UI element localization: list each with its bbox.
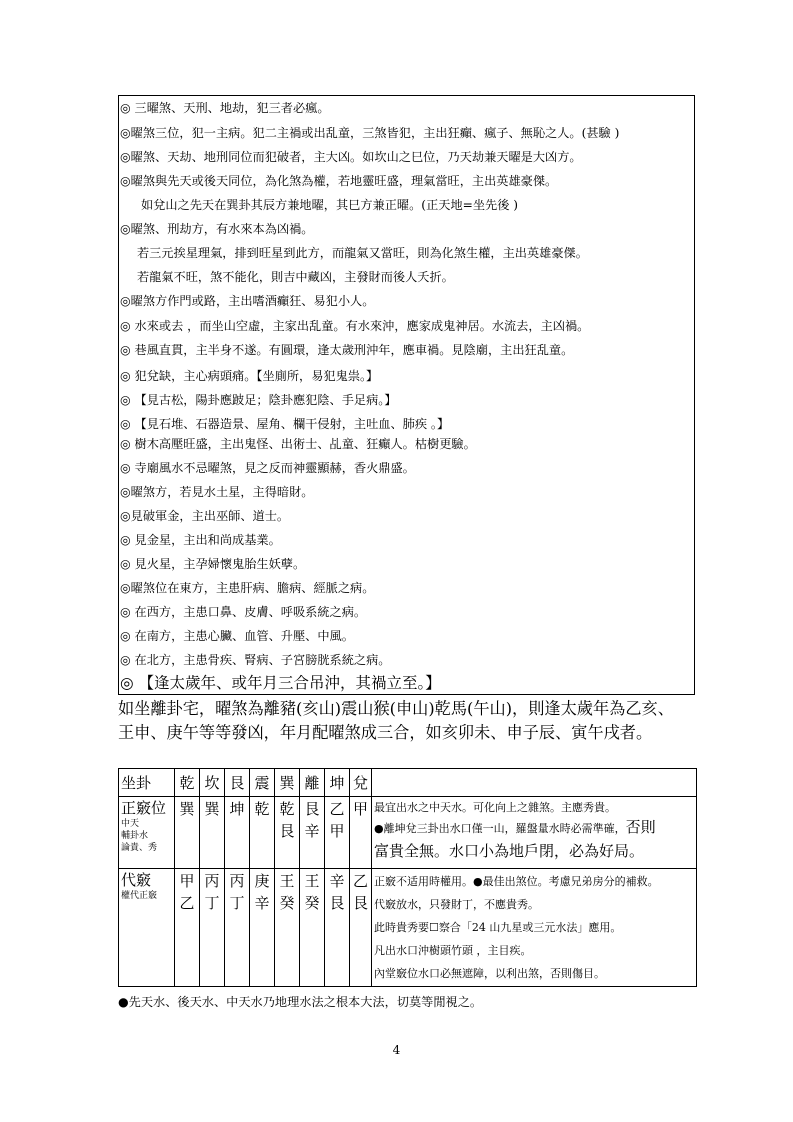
cell-char: 巽 (179, 800, 195, 818)
table-cell (325, 797, 350, 869)
cell-char: 辛 (254, 894, 270, 912)
note-text: 代竅放水，只發財丁，不應貴秀。 (374, 898, 539, 911)
footer-note: ●先天水、後天水、中天水乃地理水法之根本大法，切莫等閒視之。 (118, 995, 483, 1009)
note-line: ◎ 在北方，主患骨疾、腎病、子宮膀胱系統之病。 (120, 653, 391, 667)
note-line: ◎曜煞、天劫、地刑同位而犯破者，主大凶。如坎山之巳位，乃天劫兼天曜是大凶方。 (120, 150, 582, 164)
water-outlet-table (118, 768, 697, 987)
note-line: ◎ 巷風直貫，主半身不遂。有圓環，逢太歲刑沖年，應車禍。見陰廟，主出狂乱童。 (120, 343, 574, 357)
table-cell (175, 797, 200, 869)
cell-char: 甲 (329, 822, 345, 840)
cell-char: 艮 (329, 894, 345, 912)
note-cell (372, 797, 697, 869)
note-line: ◎見破軍金，主出巫師、道士。 (120, 509, 290, 523)
table-header-row (119, 769, 697, 797)
cell-char: 乙 (329, 800, 345, 818)
table-cell (225, 797, 250, 869)
cell-char: 丁 (204, 894, 220, 912)
note-line: ◎曜煞方作門或路，主出嗜酒癲狂、易犯小人。 (120, 294, 375, 308)
note-line: ◎ 水來或去 ，而坐山空虛，主家出乱童。有水來沖，應家成鬼神居。水流去，主凶禍。 (120, 319, 590, 333)
header-cell: 離 (300, 769, 325, 797)
note-line: ◎ 在西方，主患口鼻、皮膚、呼吸系統之病。 (120, 605, 367, 619)
row-label-sub: 權代正竅 (121, 891, 158, 901)
table-cell (350, 797, 372, 869)
table-cell (275, 869, 300, 987)
row-label (119, 869, 175, 987)
note-text (374, 817, 694, 839)
header-cell: 乾 (175, 769, 200, 797)
table-cell (250, 797, 275, 869)
cell-char: 丙 (204, 872, 220, 890)
note-line: ◎ 犯兌缺，主心病頭痛。【坐廁所，易犯鬼祟。】 (120, 369, 379, 383)
row-label-sub: 輔卦水 (121, 831, 149, 841)
cell-char: 辛 (329, 872, 345, 890)
note-text: 正竅不适用時權用。●最佳出煞位。考慮兄弟房分的補救。 (374, 875, 659, 888)
cell-char: 王 (304, 872, 320, 890)
note-text-small: ●離坤兌三卦出水口僅一山，羅盤量水時必需準確， (374, 822, 626, 835)
table-cell (300, 797, 325, 869)
cell-char: 甲 (179, 872, 195, 890)
note-text: 最宜出水之中天水。可化向上之雜煞。主應秀貴。 (374, 801, 616, 814)
cell-char: 艮 (352, 894, 368, 912)
note-line: ◎ 在南方，主患心臟、血管、升壓、中風。 (120, 629, 354, 643)
note-text-large: 否則 (625, 818, 656, 836)
header-cell (372, 769, 697, 797)
note-line: ◎ 樹木高壓旺盛，主出鬼怪、出術士、乩童、狂癲人。枯樹更驗。 (120, 437, 476, 451)
table-cell (225, 869, 250, 987)
header-cell: 坎 (200, 769, 225, 797)
note-text: 此時貴秀要☐察合「24 山九星或三元水法」應用。 (374, 921, 622, 934)
note-line: 若三元挨星理氣，排到旺星到此方，而龍氣又當旺，則為化煞生權，主出英雄豪傑。 (137, 246, 588, 260)
cell-char: 艮 (279, 822, 295, 840)
table-cell (200, 869, 225, 987)
cell-char: 丙 (229, 872, 245, 890)
cell-char: 坤 (229, 800, 245, 818)
note-line: ◎ 三曜煞、天刑、地劫，犯三者必瘋。 (120, 101, 330, 115)
table-cell (250, 869, 275, 987)
note-line: ◎曜煞方，若見水土星，主得暗財。 (120, 485, 314, 499)
note-text: 凡出水口沖樹頭竹頭 ，主目疾。 (374, 944, 532, 957)
note-cell (372, 869, 697, 987)
note-line: ◎ 【見石堆、石器造景、屋角、欄干侵射，主吐血、肺疾 。】 (120, 417, 450, 431)
note-text: 內堂竅位水口必無遮障，以利出煞，否則傷目。 (374, 967, 605, 980)
cell-char: 甲 (352, 800, 368, 818)
cell-char: 乙 (352, 872, 368, 890)
cell-char: 庚 (254, 872, 270, 890)
cell-char: 癸 (304, 894, 320, 912)
row-label-sub: 論貴、秀 (121, 843, 158, 853)
row-label-main: 正竅位 (121, 799, 167, 817)
table-cell (275, 797, 300, 869)
row-label-sub: 中天 (121, 819, 140, 829)
header-cell: 艮 (225, 769, 250, 797)
cell-char: 乾 (279, 800, 295, 818)
header-cell: 兌 (350, 769, 372, 797)
cell-char: 艮 (304, 800, 320, 818)
note-line: ◎ 寺廟風水不忌曜煞，見之反而神靈顯赫，香火鼎盛。 (120, 461, 415, 475)
note-line: ◎ 見火星，主孕婦懷鬼胎生妖孽。 (120, 557, 306, 571)
note-line: ◎ 【見古松，陽卦應跛足；陰卦應犯陰、手足病。】 (120, 393, 397, 407)
body-paragraph-line: 如坐離卦宅，曜煞為離豬(亥山)震山猴(申山)乾馬(午山)，則逢太歲年為乙亥、 (118, 699, 674, 718)
table-cell (325, 869, 350, 987)
page-number: 4 (392, 1043, 401, 1057)
cell-char: 乾 (254, 800, 270, 818)
cell-char: 巽 (204, 800, 220, 818)
note-text: 富貴全無。水口小為地戶閉，必為好局。 (374, 842, 645, 860)
note-line: ◎曜煞三位，犯一主病。犯二主禍或出乱童，三煞皆犯，主出狂癲、瘋子、無恥之人。(甚驗 ) (120, 126, 620, 140)
table-cell (350, 869, 372, 987)
table-cell (200, 797, 225, 869)
note-line: ◎ 【逢太歲年、或年月三合吊沖，其禍立至。】 (120, 674, 441, 692)
row-label-main: 代竅 (121, 871, 152, 889)
table-cell (175, 869, 200, 987)
note-line: 如兌山之先天在巽卦其辰方兼地曜，其巳方兼正曜。(正天地=坐先後 ) (141, 198, 519, 212)
note-line: ◎曜煞與先天或後天同位，為化煞為權，若地靈旺盛，理氣當旺，主出英雄豪傑。 (120, 174, 558, 188)
cell-char: 王 (279, 872, 295, 890)
note-line: ◎曜煞位在東方，主患肝病、膽病、經脈之病。 (120, 581, 375, 595)
table-row (119, 869, 697, 987)
cell-char: 辛 (304, 822, 320, 840)
header-cell: 震 (250, 769, 275, 797)
note-line: 若龍氣不旺，煞不能化，則吉中藏凶，主發財而後人夭折。 (137, 270, 454, 284)
cell-char: 癸 (279, 894, 295, 912)
body-paragraph-line: 王申、庚午等等發凶，年月配曜煞成三合，如亥卯未、申子辰、寅午戌者。 (118, 723, 653, 742)
cell-char: 丁 (229, 894, 245, 912)
header-cell: 坐卦 (119, 769, 175, 797)
note-line: ◎曜煞、刑劫方，有水來本為凶禍。 (120, 222, 314, 236)
header-cell: 巽 (275, 769, 300, 797)
note-line: ◎ 見金星，主出和尚成基業。 (120, 533, 281, 547)
row-label (119, 797, 175, 869)
cell-char: 乙 (179, 894, 195, 912)
header-cell: 坤 (325, 769, 350, 797)
table-cell (300, 869, 325, 987)
table-row (119, 797, 697, 869)
